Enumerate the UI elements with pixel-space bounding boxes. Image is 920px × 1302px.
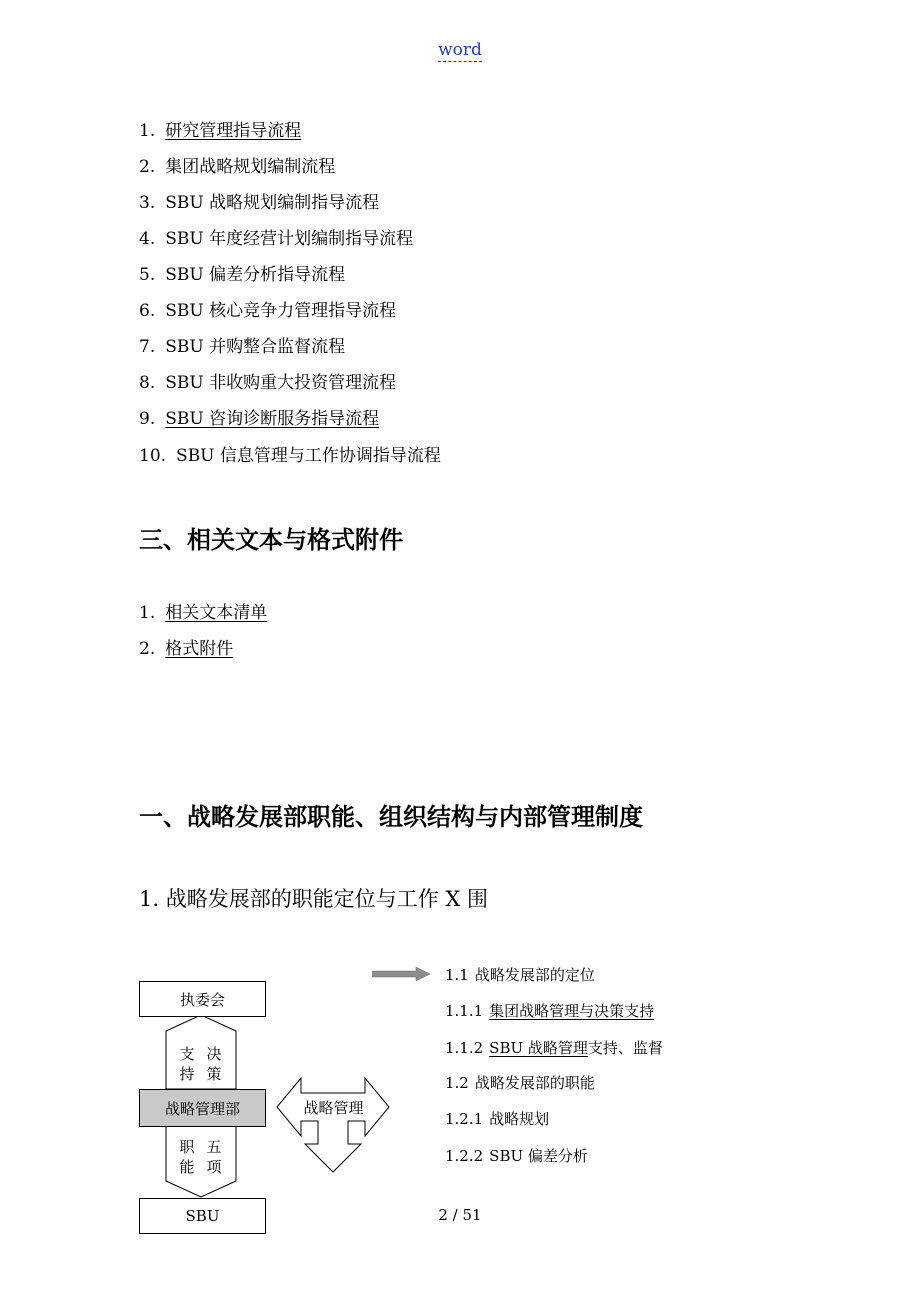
section-heading: 一、战略发展部职能、组织结构与内部管理制度: [139, 802, 643, 831]
strategy-dept-box: 战略管理部: [139, 1089, 266, 1127]
lower-arrow-text-1: 职 能: [179, 1138, 195, 1176]
list-item: 1. 相关文本清单: [139, 603, 268, 623]
outline-item: 1.2 战略发展部的职能: [445, 1074, 595, 1092]
list-item: 10. SBU 信息管理与工作协调指导流程: [139, 446, 441, 466]
outline-item: 1.1.2 SBU 战略管理支持、监督: [445, 1039, 663, 1057]
list-item: 6. SBU 核心竞争力管理指导流程: [139, 301, 397, 321]
link-research-process[interactable]: 研究管理指导流程: [165, 121, 302, 141]
link-group-strategy-support[interactable]: 集团战略管理与决策支持: [489, 1002, 655, 1020]
link-sbu-strategy-mgmt[interactable]: SBU 战略管理: [489, 1039, 588, 1057]
link-format-attachments[interactable]: 格式附件: [165, 639, 234, 659]
outline-item: 1.2.2 SBU 偏差分析: [445, 1147, 588, 1165]
list-item: 7. SBU 并购整合监督流程: [139, 337, 346, 357]
execom-box: 执委会: [139, 981, 266, 1017]
list-item: 1. 研究管理指导流程: [139, 121, 302, 141]
strategy-mgmt-arrow-graphic: [275, 1074, 395, 1176]
link-related-texts[interactable]: 相关文本清单: [165, 603, 268, 623]
section-heading: 三、相关文本与格式附件: [139, 525, 403, 554]
down-arrow-shape: [166, 1121, 236, 1197]
outline-item: 1.1 战略发展部的定位: [445, 966, 595, 984]
strategy-mgmt-label: 战略管理: [303, 1099, 364, 1117]
page-number: 2 / 51: [438, 1206, 482, 1224]
subsection-heading: 1. 战略发展部的职能定位与工作 X 围: [139, 887, 489, 911]
outline-item: 1.1.1 集团战略管理与决策支持: [445, 1002, 655, 1020]
gray-arrow-icon: [372, 966, 432, 982]
list-item: 2. 集团战略规划编制流程: [139, 157, 336, 177]
link-consulting-process[interactable]: SBU 咨询诊断服务指导流程: [165, 409, 380, 429]
up-arrow-shape: [166, 1015, 236, 1089]
list-item: 2. 格式附件: [139, 639, 234, 659]
list-item: 3. SBU 战略规划编制指导流程: [139, 193, 380, 213]
upper-arrow-text-1: 支 持: [179, 1045, 195, 1083]
sbu-box: SBU: [139, 1198, 266, 1234]
header-link-text[interactable]: word: [438, 40, 482, 60]
list-item: 5. SBU 偏差分析指导流程: [139, 265, 346, 285]
list-item: 8. SBU 非收购重大投资管理流程: [139, 373, 397, 393]
upper-arrow-text-2: 决 策: [206, 1045, 222, 1083]
outline-item: 1.2.1 战略规划: [445, 1110, 550, 1128]
double-arrow-shape: [277, 1078, 389, 1172]
lower-arrow-text-2: 五 项: [206, 1138, 222, 1176]
header-word-link[interactable]: [0, 40, 920, 60]
list-item: 4. SBU 年度经营计划编制指导流程: [139, 229, 414, 249]
list-item: 9. SBU 咨询诊断服务指导流程: [139, 409, 380, 429]
